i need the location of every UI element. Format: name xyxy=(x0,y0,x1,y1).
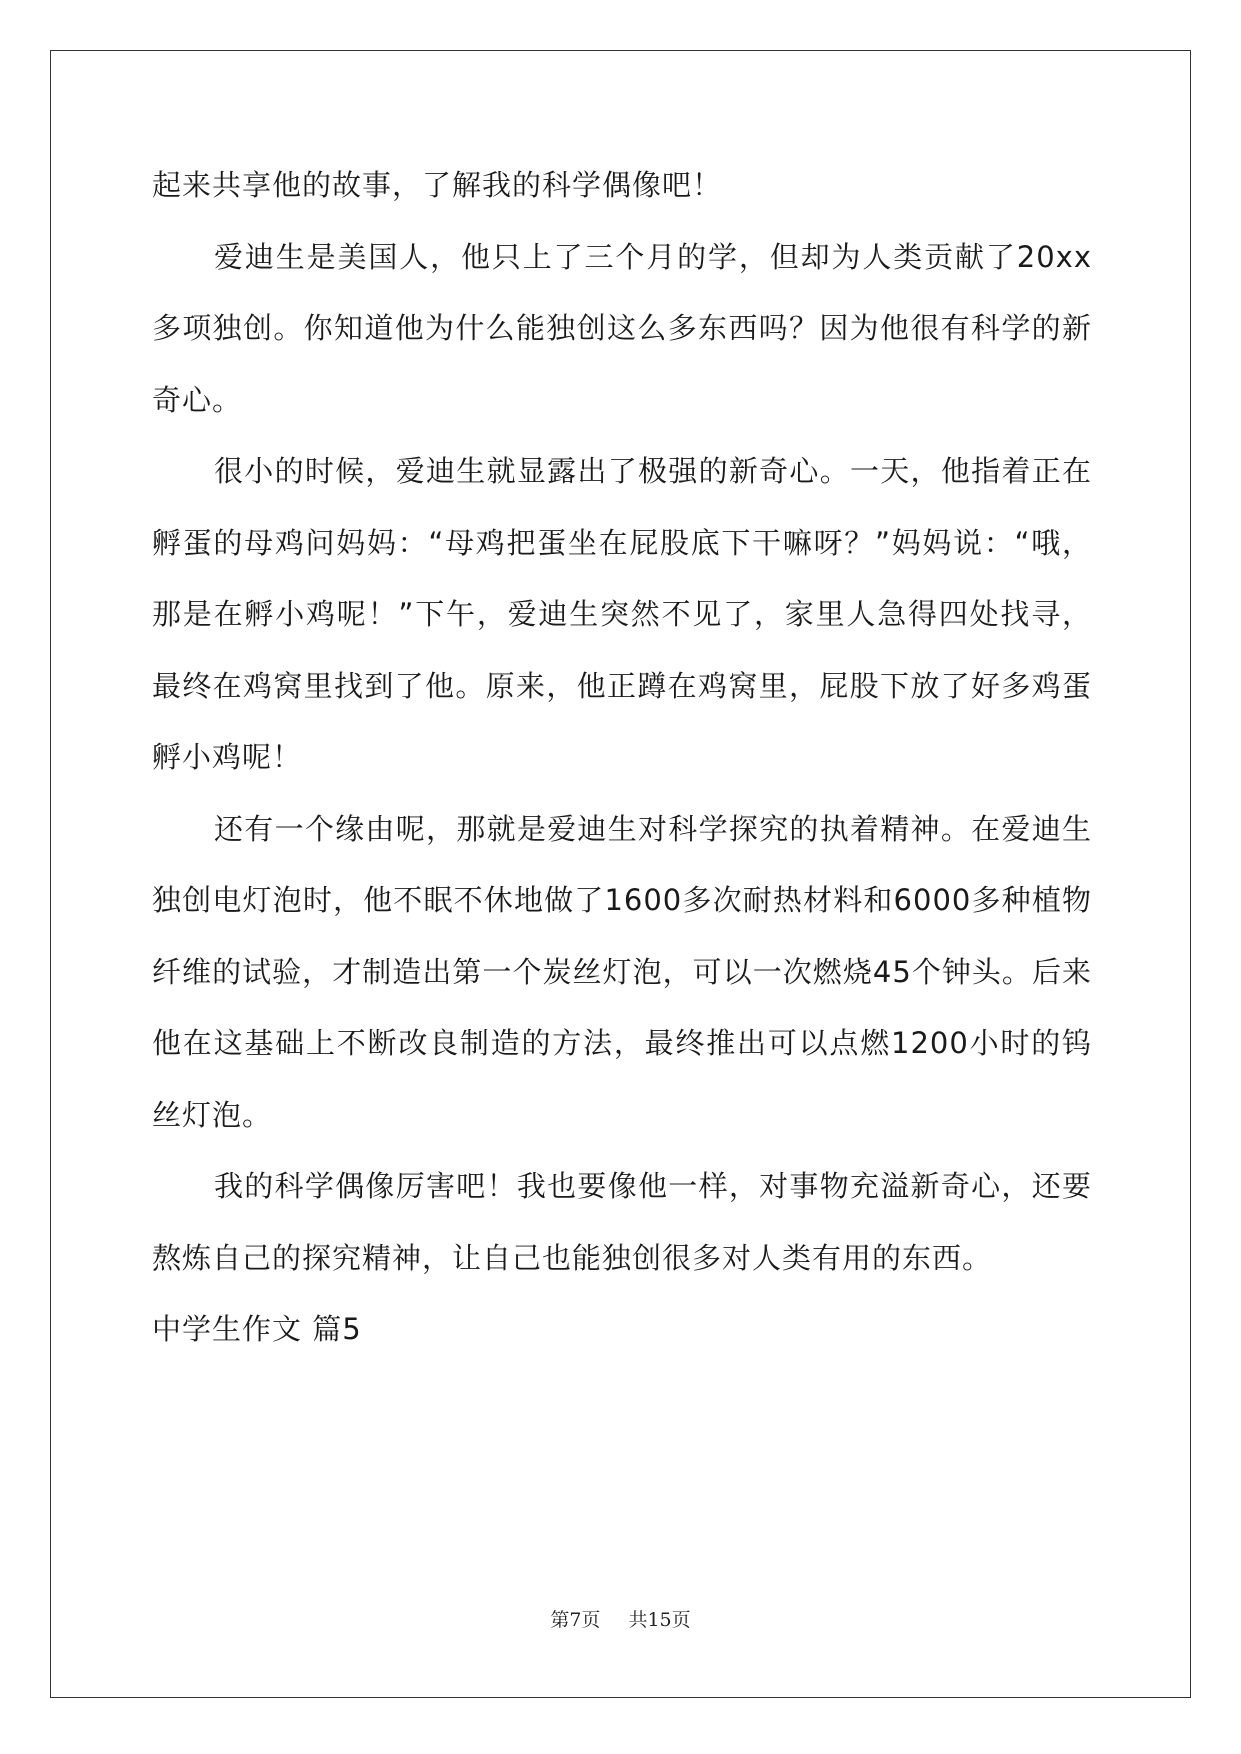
document-body xyxy=(152,150,1092,1366)
paragraph-5: 我的科学偶像厉害吧！我也要像他一样，对事物充溢新奇心，还要熬炼自己的探究精神，让自己也能独创很多对人类有用的东西。 xyxy=(152,1169,1092,1275)
paragraph-2: 爱迪生是美国人，他只上了三个月的学，但却为人类贡献了20xx多项独创。你知道他为什么能独创这么多东西吗？因为他很有科学的新奇心。 xyxy=(152,239,1092,417)
paragraph-1: 起来共享他的故事，了解我的科学偶像吧！ xyxy=(152,168,723,202)
page-footer xyxy=(0,1605,1241,1632)
paragraph-3: 很小的时候，爱迪生就显露出了极强的新奇心。一天，他指着正在孵蛋的母鸡问妈妈：“母鸡把蛋坐在屁股底下干嘛呀？”妈妈说：“哦，那是在孵小鸡呢！”下午，爱迪生突然不见了，家里人急得四处找寻，最终在鸡窝里找到了他。原来，他正蹲在鸡窝里，屁股下放了好多鸡蛋孵小鸡呢！ xyxy=(152,454,1092,774)
paragraph-4: 还有一个缘由呢，那就是爱迪生对科学探究的执着精神。在爱迪生独创电灯泡时，他不眠不休地做了1600多次耐热材料和6000多种植物纤维的试验，才制造出第一个炭丝灯泡，可以一次燃烧45个钟头。后来他在这基础上不断改良制造的方法，最终推出可以点燃1200小时的钨丝灯泡。 xyxy=(152,811,1092,1132)
page-number-current: 第7页 xyxy=(550,1609,601,1631)
section-heading: 中学生作文 篇5 xyxy=(152,1312,362,1346)
page-number-total: 共15页 xyxy=(628,1609,691,1631)
